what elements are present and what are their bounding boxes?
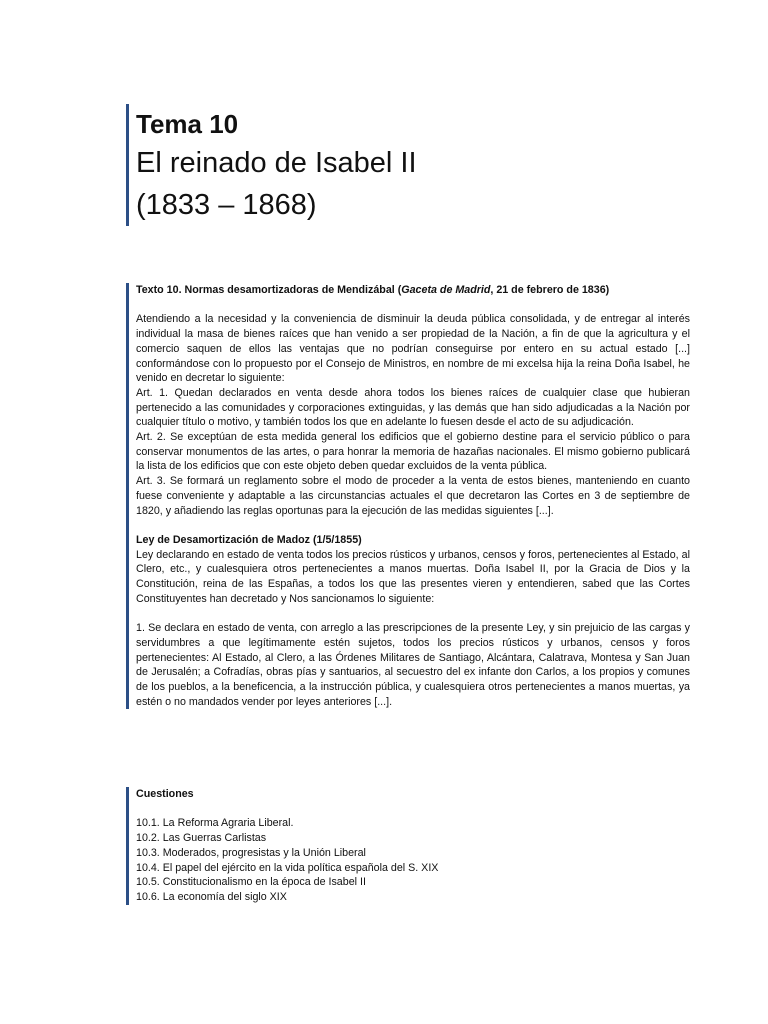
madoz-intro: Ley declarando en estado de venta todos los precios rústicos y urbanos, censos y foros, pertenecientes al Estado, al Clero, etc., y cualesquiera otros pertenecientes a manos muertas. Doña Isabel II, por la Gracia de Dios y la Constitución, reina de las Españas, a todos los que las presentes vieren y entendieren, sabed que las Cortes Constituyentes han decretado y Nos sancionamos lo siguiente: [136,548,690,605]
list-item: 10.6. La economía del siglo XIX [136,890,287,903]
texto-block [126,283,690,709]
cuestiones-list [136,816,690,904]
date-range: (1833 – 1868) [136,189,317,221]
list-item: 10.5. Constitucionalismo en la época de Isabel II [136,876,366,889]
texto-heading-post: , 21 de febrero de 1836) [490,284,610,296]
cuestiones-heading: Cuestiones [136,788,194,800]
texto-heading-source: Gaceta de Madrid [401,284,491,296]
texto-art3: Art. 3. Se formará un reglamento sobre el modo de proceder a la venta de estos bienes, manteniendo en cuanto fuese conveniente y adaptable a las circunstancias actuales el que decretaron las Cortes en 3 de septiembre de 1820, y añadiendo las reglas oportunas para la ejecución de las medidas siguientes [...]. [136,475,690,517]
list-item: 10.2. Las Guerras Carlistas [136,832,267,845]
title-block [126,104,696,226]
madoz-art1: 1. Se declara en estado de venta, con arreglo a las prescripciones de la presente Ley, y sin prejuicio de las cargas y servidumbres a que legítimamente estén sujetos, todos los precios rústicos y urbanos, censos y foros pertenecientes: Al Estado, al Clero, a las Órdenes Militares de Santiago, Alcántara, Calatrava, Montesa y San Juan de Jerusalén; a Cofradías, obras pías y santuarios, al secuestro del ex infante don Carlos, a los propios y comunes de los pueblos, a la beneficencia, a la instrucción pública, y cualesquiera otros pertenecientes a manos muertas, ya estén o no mandados vender por leyes anteriores [...]. [136,622,690,708]
cuestiones-block [126,787,690,905]
topic-number: Tema 10 [136,109,239,139]
texto-heading-pre: Texto 10. Normas desamortizadoras de Mendizábal ( [136,284,402,296]
texto-heading [136,283,690,298]
list-item: 10.1. La Reforma Agraria Liberal. [136,817,294,830]
texto-intro: Atendiendo a la necesidad y la conveniencia de disminuir la deuda pública consolidada, y de entregar al interés individual la masa de bienes raíces que han venido a ser propiedad de la Nación, a fin de que la agricultura y el comercio saquen de ellos las ventajas que no podrían conseguirse por entero en su actual estado [...] conformándose con lo propuesto por el Consejo de Ministros, en nombre de mi excelsa hija la reina Doña Isabel, he venido en decretar lo siguiente: [136,313,690,385]
list-item: 10.3. Moderados, progresistas y la Unión Liberal [136,846,366,859]
page-title: El reinado de Isabel II [136,147,417,179]
list-item: 10.4. El papel del ejército en la vida política española del S. XIX [136,861,439,874]
madoz-heading: Ley de Desamortización de Madoz (1/5/1855) [136,533,362,546]
texto-art1: Art. 1. Quedan declarados en venta desde ahora todos los bienes raíces de cualquier clase que hubieran pertenecido a las comunidades y corporaciones extinguidas, y las demás que han sido adjudicadas a la Nación por cualquier título o motivo, y también todos los que en adelante lo fuesen desde el acto de su adjudicación. [136,386,690,429]
texto-art2: Art. 2. Se exceptúan de esta medida general los edificios que el gobierno destine para el servicio público o para conservar monumentos de las artes, o para honrar la memoria de hazañas nacionales. El mismo gobierno publicará la lista de los edificios que con este objeto deben quedar excluidos de la venta pública. [136,431,690,473]
